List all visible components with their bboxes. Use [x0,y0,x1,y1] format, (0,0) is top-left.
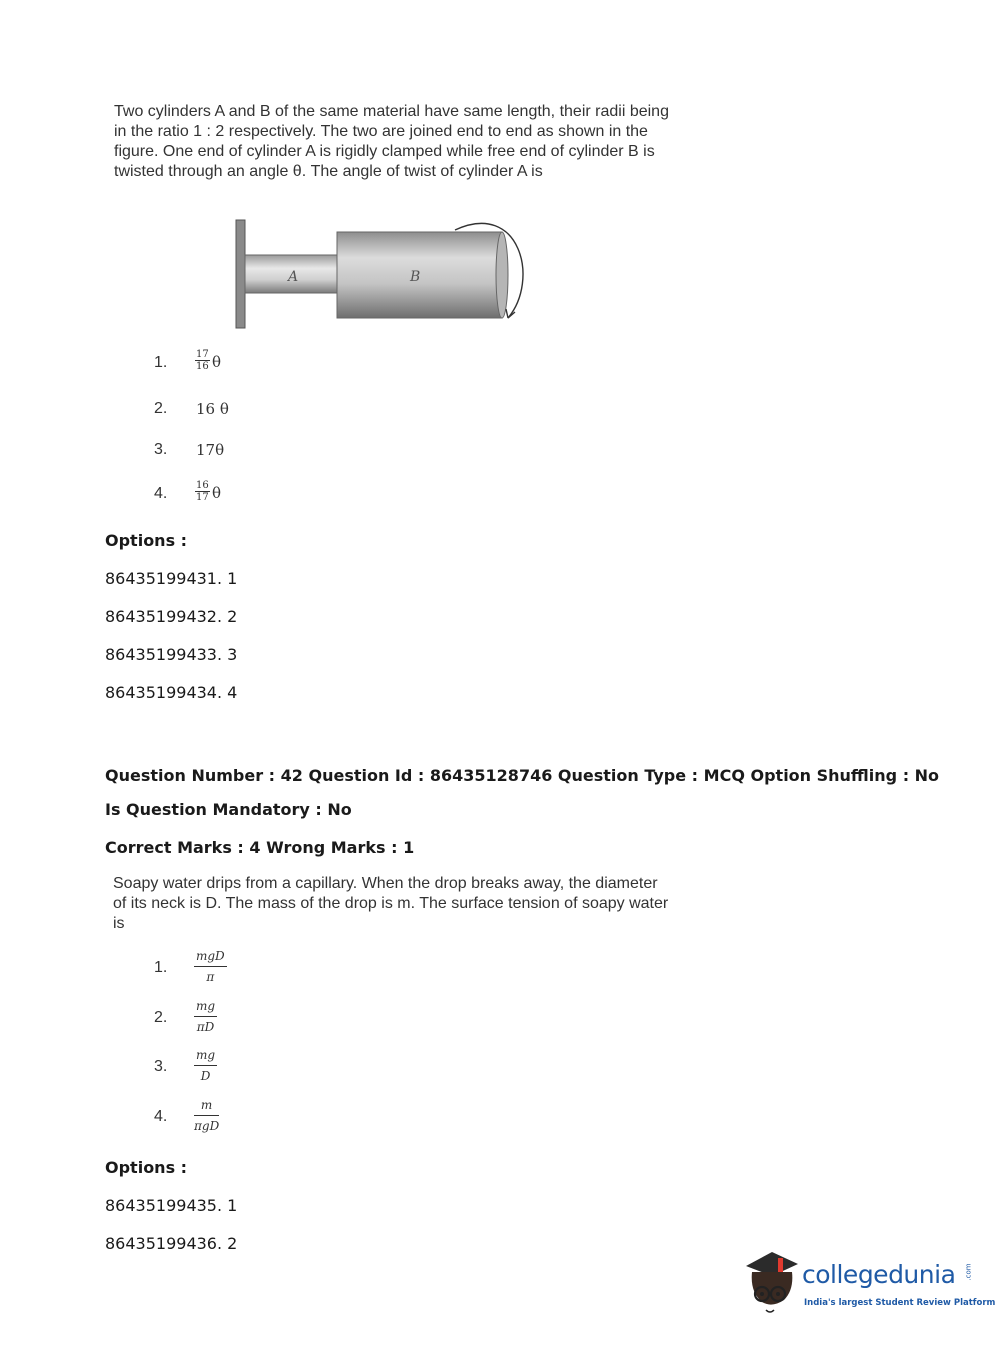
logo-wordmark: collegedunia [802,1260,956,1289]
q2-line-3: is [113,915,125,932]
collegedunia-logo [742,1248,996,1320]
fraction: mg πD [196,999,216,1034]
q2-header: Question Number : 42 Question Id : 86435128746 Question Type : MCQ Option Shuffling : No [105,766,940,785]
q1-line-1: Two cylinders A and B of the same material have same length, their radii being [114,103,669,120]
logo-com: .com [964,1263,973,1281]
q1-options-label: Options : [105,531,188,550]
fraction: $\frac{17}{16}$ [196,349,209,372]
question-1-text [114,102,720,182]
fraction: $\frac{16}{17}$ [196,480,209,503]
question-2-text [113,874,717,934]
q2-line-1: Soapy water drips from a capillary. When the drop breaks away, the diameter [113,875,658,892]
q1-line-3: figure. One end of cylinder A is rigidly clamped while free end of cylinder B is [114,143,655,160]
q2-mandatory: Is Question Mandatory : No [105,800,352,819]
fraction: mg D [196,1048,216,1083]
q1-option-id-3: 86435199433. 3 [105,645,238,664]
q1-line-2: in the ratio 1 : 2 respectively. The two are joined end to end as shown in the [114,123,648,140]
fraction: m πgD [194,1098,220,1133]
q1-option-id-2: 86435199432. 2 [105,607,238,626]
q1-line-4: twisted through an angle θ. The angle of twist of cylinder A is [114,163,543,180]
q1-option-id-1: 86435199431. 1 [105,569,238,588]
fraction: mgD π [196,949,225,984]
label-b: B [410,269,421,285]
clamp-wall [236,220,245,328]
q2-options-label: Options : [105,1158,188,1177]
cylinder-figure [230,210,540,340]
q2-line-2: of its neck is D. The mass of the drop is m. The surface tension of soapy water [113,895,669,912]
q2-marks: Correct Marks : 4 Wrong Marks : 1 [105,838,415,857]
q2-option-id-1: 86435199435. 1 [105,1196,238,1215]
mascot-icon [742,1248,802,1320]
q1-option-id-4: 86435199434. 4 [105,683,238,702]
label-a: A [288,269,299,285]
logo-tagline: India's largest Student Review Platform [804,1298,996,1308]
q2-option-id-2: 86435199436. 2 [105,1234,238,1253]
